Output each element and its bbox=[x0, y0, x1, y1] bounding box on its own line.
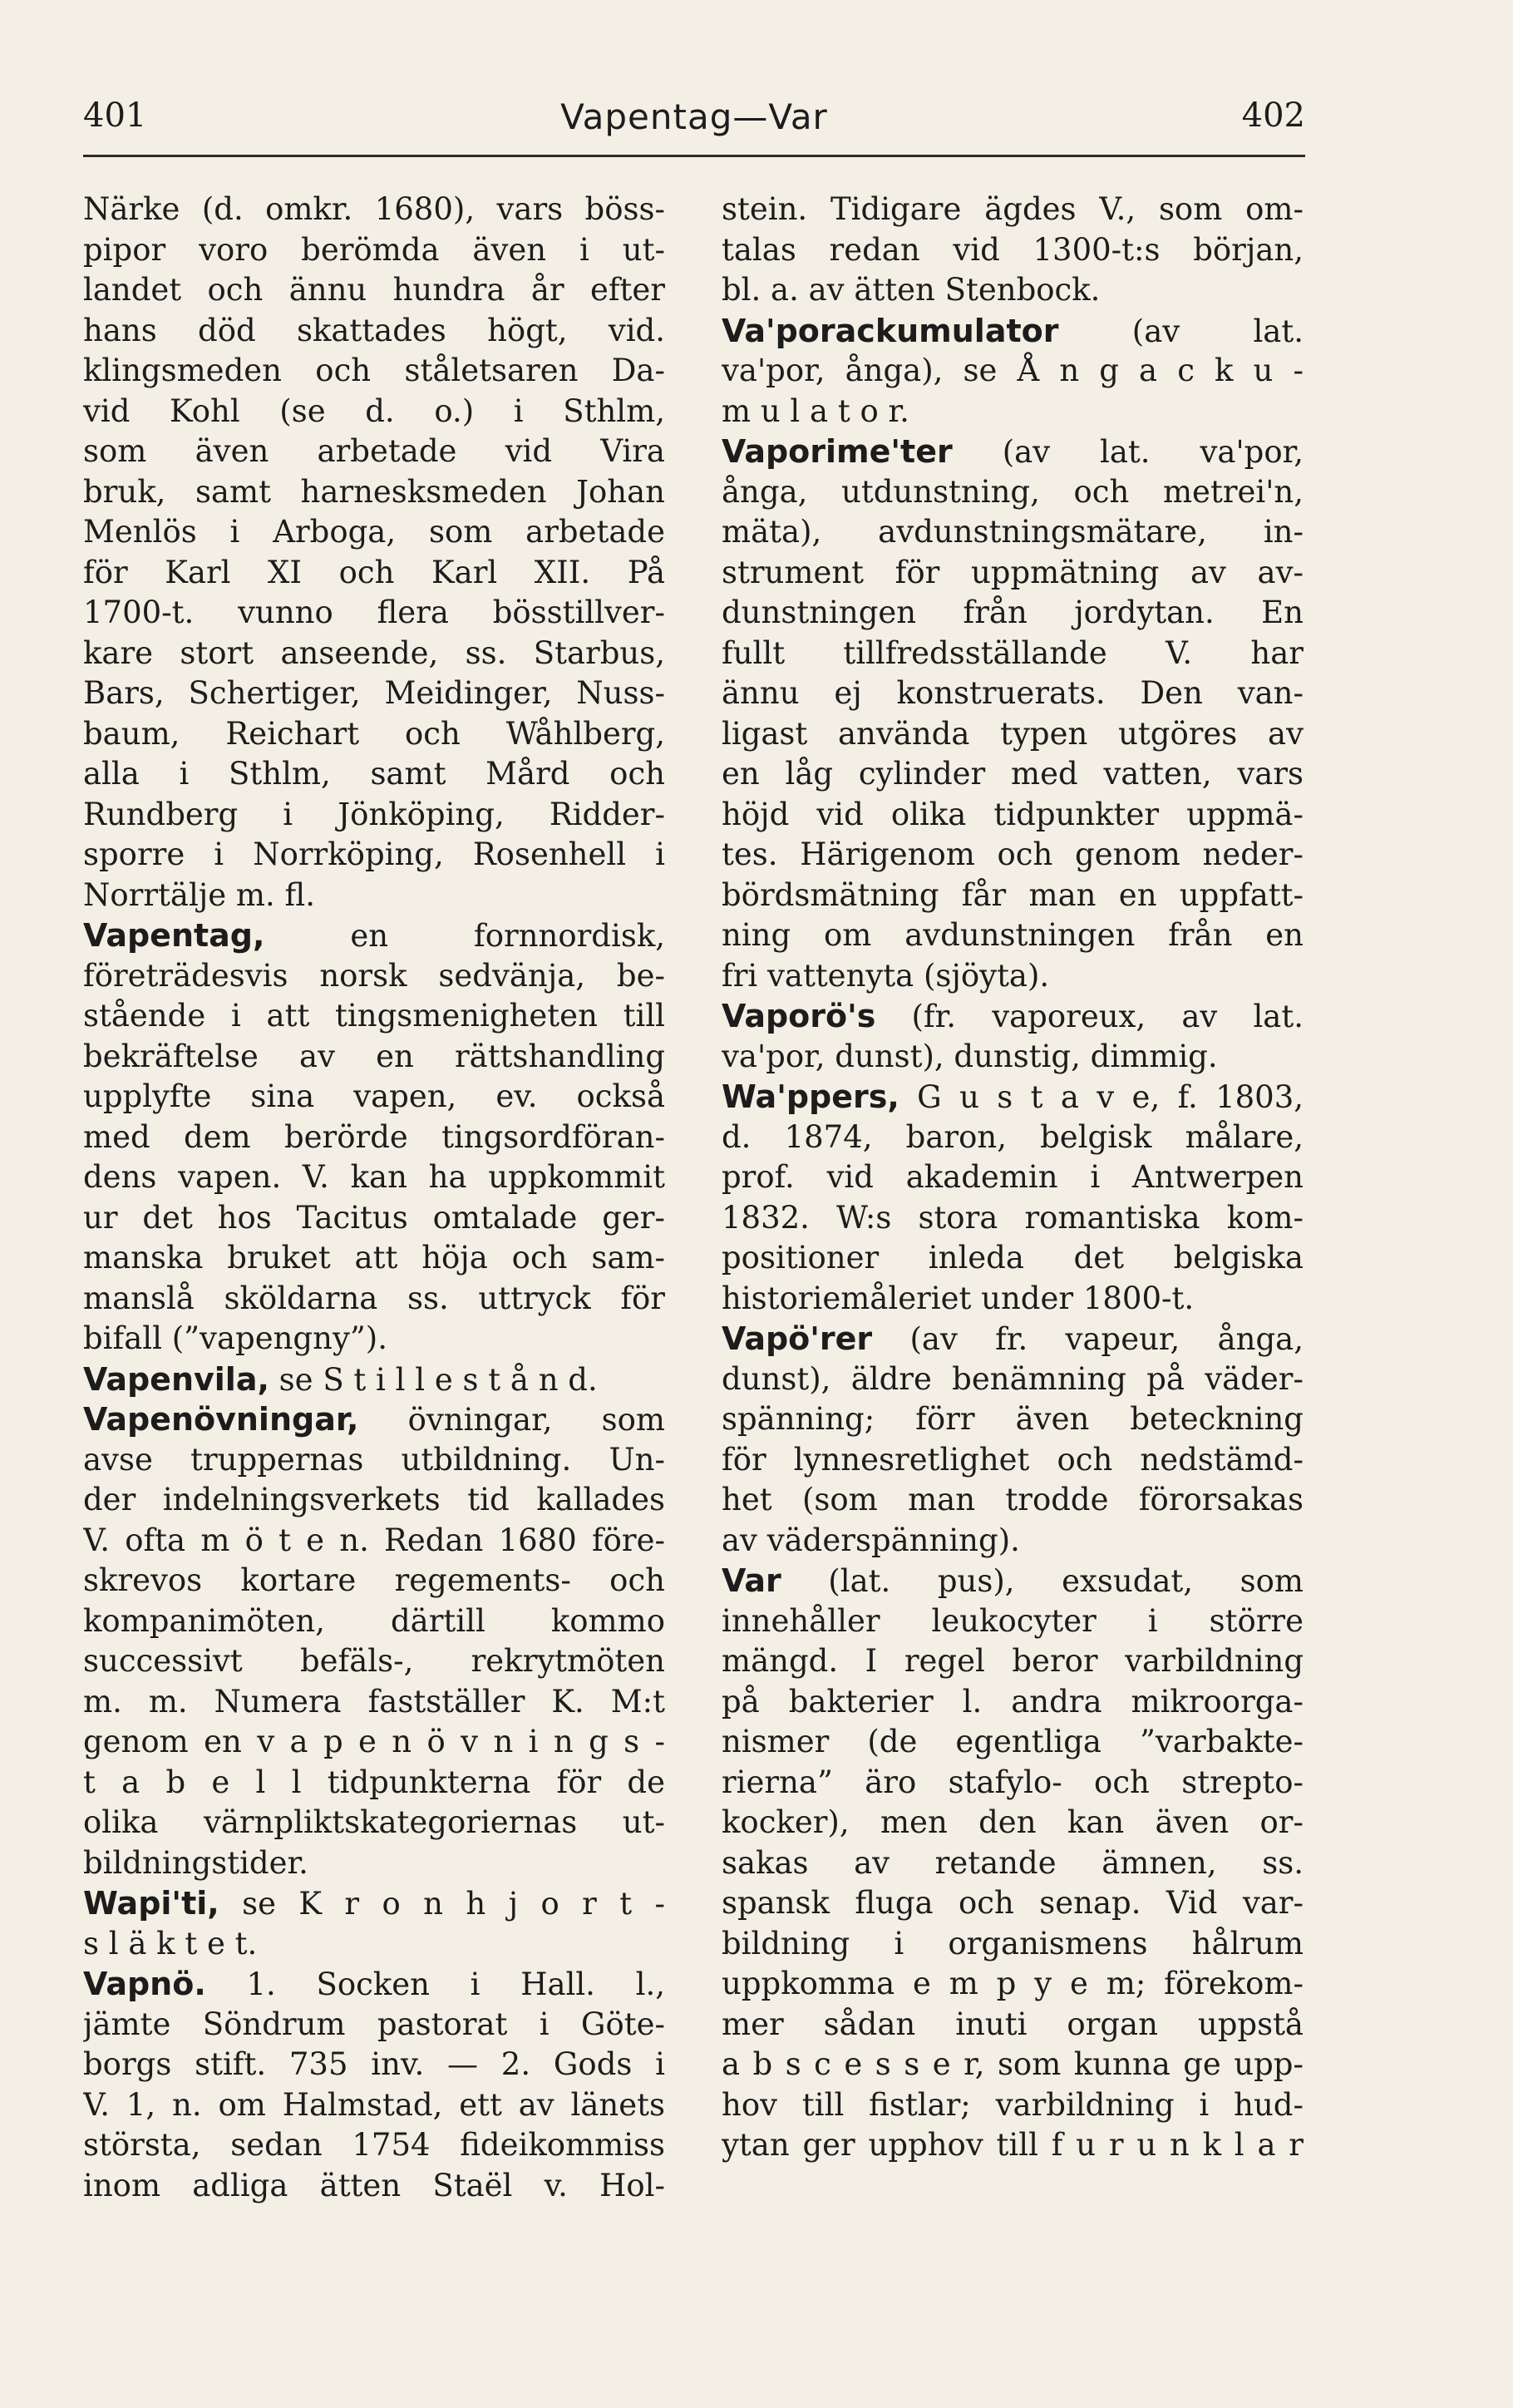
entry-text: 1. Socken i Hall. l., bbox=[205, 1966, 665, 2002]
text-line bbox=[722, 472, 1304, 513]
text-line bbox=[722, 1722, 1304, 1763]
text-line bbox=[83, 593, 665, 634]
text-line bbox=[722, 2005, 1304, 2045]
entry-text: t a b e l l tidpunkterna för de bbox=[83, 1764, 665, 1800]
entry-text: V. ofta m ö t e n. Redan 1680 före- bbox=[83, 1522, 665, 1558]
entry-text: ytan ger upphov till f u r u n k l a r bbox=[722, 2127, 1304, 2163]
entry-text: en fornnordisk, bbox=[264, 918, 665, 954]
entry-text: mäta), avdunstningsmätare, in- bbox=[722, 514, 1304, 550]
text-line bbox=[83, 2166, 665, 2207]
entry-text: avse truppernas utbildning. Un- bbox=[83, 1441, 665, 1478]
text-line bbox=[722, 1198, 1304, 1239]
text-line bbox=[722, 876, 1304, 916]
entry-text: fullt tillfredsställande V. har bbox=[722, 634, 1304, 671]
entry-text: nismer (de egentliga ”varbakte- bbox=[722, 1724, 1304, 1759]
text-line bbox=[722, 392, 1304, 432]
text-line bbox=[83, 1722, 665, 1763]
entry-text: pipor voro berömda även i ut- bbox=[83, 231, 665, 268]
text-line bbox=[722, 1601, 1304, 1642]
text-line bbox=[722, 1803, 1304, 1843]
entry-text: (av lat. va'por, bbox=[952, 434, 1304, 470]
entry-text: ligast använda typen utgöres av bbox=[722, 715, 1304, 752]
text-line bbox=[83, 1641, 665, 1682]
text-line bbox=[722, 1238, 1304, 1279]
text-line bbox=[722, 1440, 1304, 1481]
entry-text: vid Kohl (se d. o.) i Sthlm, bbox=[83, 392, 665, 429]
right-column bbox=[722, 190, 1304, 2166]
page-number-left: 401 bbox=[83, 96, 147, 135]
entry-text: borgs stift. 735 inv. — 2. Gods i bbox=[83, 2046, 665, 2082]
text-line bbox=[83, 1399, 665, 1440]
entry-text: se K r o n h j o r t - bbox=[219, 1886, 665, 1922]
text-line bbox=[83, 1118, 665, 1158]
text-line bbox=[83, 270, 665, 311]
entry-text: Menlös i Arboga, som arbetade bbox=[83, 514, 665, 550]
entry-headword: Vapenövningar, bbox=[83, 1401, 359, 1438]
text-line bbox=[722, 270, 1304, 311]
entry-text: genom en v a p e n ö v n i n g s - bbox=[83, 1724, 665, 1759]
entry-text: (fr. vaporeux, av lat. bbox=[875, 999, 1304, 1034]
entry-headword: Vapenvila, bbox=[83, 1360, 269, 1398]
text-line bbox=[722, 835, 1304, 876]
entry-text: innehåller leukocyter i större bbox=[722, 1602, 1304, 1639]
entry-text: av väderspänning). bbox=[722, 1522, 1020, 1558]
entry-headword: Va'porackumulator bbox=[722, 312, 1059, 349]
text-line bbox=[83, 634, 665, 674]
entry-text: Norrtälje m. fl. bbox=[83, 876, 315, 913]
text-line bbox=[83, 1480, 665, 1521]
entry-text: positioner inleda det belgiska bbox=[722, 1240, 1304, 1276]
text-line bbox=[722, 1682, 1304, 1723]
entry-headword: Vapnö. bbox=[83, 1966, 206, 2002]
entry-text: (av fr. vapeur, ånga, bbox=[872, 1321, 1304, 1357]
entry-text: a b s c e s s e r, som kunna ge upp- bbox=[722, 2046, 1304, 2082]
text-line bbox=[722, 1077, 1304, 1118]
text-line bbox=[722, 1843, 1304, 1884]
text-line bbox=[722, 351, 1304, 392]
entry-text: kocker), men den kan även or- bbox=[722, 1804, 1304, 1840]
text-line bbox=[722, 593, 1304, 634]
text-line bbox=[722, 634, 1304, 674]
text-line bbox=[83, 915, 665, 956]
entry-text: manslå sköldarna ss. uttryck för bbox=[83, 1280, 665, 1316]
entry-text: klingsmeden och ståletsaren Da- bbox=[83, 353, 665, 388]
text-line bbox=[722, 2085, 1304, 2126]
entry-text: successivt befäls-, rekrytmöten bbox=[83, 1643, 665, 1679]
entry-text: ännu ej konstruerats. Den van- bbox=[722, 675, 1304, 711]
entry-text: baum, Reichart och Wåhlberg, bbox=[83, 715, 665, 752]
text-line bbox=[722, 190, 1304, 230]
text-line bbox=[83, 714, 665, 755]
entry-text: stein. Tidigare ägdes V., som om- bbox=[722, 191, 1304, 227]
entry-text: höjd vid olika tidpunkter uppmä- bbox=[722, 796, 1304, 832]
page-number-right: 402 bbox=[1241, 96, 1305, 135]
text-line bbox=[83, 1682, 665, 1723]
entry-text: bildning i organismens hålrum bbox=[722, 1925, 1304, 1961]
text-line bbox=[83, 1238, 665, 1279]
text-line bbox=[83, 553, 665, 594]
entry-text: bl. a. av ätten Stenbock. bbox=[722, 272, 1101, 308]
entry-text: mängd. I regel beror varbildning bbox=[722, 1643, 1304, 1679]
entry-text: het (som man trodde förorsakas bbox=[722, 1482, 1304, 1517]
entry-headword: Var bbox=[722, 1562, 781, 1599]
text-line bbox=[83, 230, 665, 271]
entry-text: mer sådan inuti organ uppstå bbox=[722, 2006, 1304, 2042]
text-line bbox=[83, 351, 665, 392]
entry-text: 1700-t. vunno flera bösstillver- bbox=[83, 595, 665, 630]
entry-text: tes. Härigenom och genom neder- bbox=[722, 836, 1304, 872]
entry-text: på bakterier l. andra mikroorga- bbox=[722, 1683, 1304, 1720]
text-line bbox=[722, 1279, 1304, 1320]
text-line bbox=[722, 553, 1304, 594]
entry-text: Närke (d. omkr. 1680), vars böss- bbox=[83, 191, 665, 227]
entry-text: största, sedan 1754 fideikommiss bbox=[83, 2127, 665, 2163]
text-line bbox=[722, 1157, 1304, 1198]
entry-headword: Vapö'rer bbox=[722, 1320, 873, 1357]
entry-text: spänning; förr även beteckning bbox=[722, 1401, 1304, 1437]
text-line bbox=[722, 1561, 1304, 1601]
entry-text: jämte Söndrum pastorat i Göte- bbox=[83, 2006, 665, 2042]
entry-headword: Wa'ppers, bbox=[722, 1078, 899, 1115]
entry-text: landet och ännu hundra år efter bbox=[83, 272, 665, 308]
entry-text: strument för uppmätning av av- bbox=[722, 554, 1304, 590]
entry-text: hov till fistlar; varbildning i hud- bbox=[722, 2086, 1304, 2123]
entry-text: talas redan vid 1300-t:s början, bbox=[722, 231, 1304, 268]
text-line bbox=[722, 674, 1304, 714]
entry-text: dens vapen. V. kan ha uppkommit bbox=[83, 1159, 665, 1195]
text-line bbox=[722, 1763, 1304, 1804]
entry-text: V. 1, n. om Halmstad, ett av länets bbox=[83, 2086, 665, 2123]
entry-text: uppkomma e m p y e m; förekom- bbox=[722, 1966, 1304, 2001]
text-line bbox=[722, 754, 1304, 795]
text-line bbox=[83, 2125, 665, 2166]
text-line bbox=[83, 1359, 665, 1400]
entry-text: ning om avdunstningen från en bbox=[722, 917, 1304, 953]
text-line bbox=[83, 1964, 665, 2005]
left-column bbox=[83, 190, 665, 2206]
entry-text: historiemåleriet under 1800-t. bbox=[722, 1280, 1195, 1316]
text-line bbox=[722, 2125, 1304, 2166]
text-line bbox=[722, 714, 1304, 755]
entry-text: Bars, Schertiger, Meidinger, Nuss- bbox=[83, 675, 665, 711]
entry-text: (av lat. bbox=[1058, 313, 1304, 349]
text-line bbox=[722, 915, 1304, 956]
text-line bbox=[722, 1883, 1304, 1924]
entry-text: dunst), äldre benämning på väder- bbox=[722, 1360, 1304, 1397]
entry-text: (lat. pus), exsudat, som bbox=[781, 1563, 1304, 1599]
text-line bbox=[83, 674, 665, 714]
text-line bbox=[722, 230, 1304, 271]
entry-text: kompanimöten, därtill kommo bbox=[83, 1602, 665, 1639]
text-line bbox=[83, 1319, 665, 1359]
entry-text: ånga, utdunstning, och metrei'n, bbox=[722, 473, 1304, 510]
text-line bbox=[83, 1924, 665, 1965]
entry-text: hans död skattades högt, vid. bbox=[83, 312, 665, 348]
entry-text: m u l a t o r. bbox=[722, 392, 909, 429]
text-line bbox=[83, 2085, 665, 2126]
text-line bbox=[83, 996, 665, 1037]
entry-text: m. m. Numera fastställer K. M:t bbox=[83, 1683, 665, 1720]
text-line bbox=[83, 795, 665, 836]
entry-text: inom adliga ätten Staël v. Hol- bbox=[83, 2167, 665, 2203]
entry-text: bruk, samt harnesksmeden Johan bbox=[83, 473, 665, 510]
text-line bbox=[83, 835, 665, 876]
entry-text: för Karl XI och Karl XII. På bbox=[83, 554, 665, 590]
text-line bbox=[722, 1399, 1304, 1440]
entry-text: bifall (”vapengny”). bbox=[83, 1320, 387, 1356]
text-line bbox=[83, 1037, 665, 1078]
text-line bbox=[83, 1601, 665, 1642]
entry-text: d. 1874, baron, belgisk målare, bbox=[722, 1118, 1304, 1155]
entry-text: va'por, dunst), dunstig, dimmig. bbox=[722, 1038, 1218, 1074]
running-title: Vapentag—Var bbox=[560, 96, 828, 137]
entry-headword: Vapentag, bbox=[83, 917, 265, 954]
text-line bbox=[83, 1843, 665, 1884]
text-line bbox=[83, 1440, 665, 1481]
text-line bbox=[722, 512, 1304, 553]
entry-text: prof. vid akademin i Antwerpen bbox=[722, 1159, 1304, 1195]
entry-text: 1832. W:s stora romantiska kom- bbox=[722, 1199, 1304, 1236]
entry-text: skrevos kortare regements- och bbox=[83, 1562, 665, 1598]
text-line bbox=[83, 1077, 665, 1118]
text-line bbox=[722, 1924, 1304, 1965]
text-line bbox=[722, 2045, 1304, 2085]
entry-text: bildningstider. bbox=[83, 1844, 308, 1881]
text-line bbox=[722, 1964, 1304, 2005]
text-line bbox=[722, 311, 1304, 352]
text-line bbox=[83, 432, 665, 472]
text-line bbox=[722, 1319, 1304, 1359]
text-line bbox=[83, 190, 665, 230]
text-line bbox=[722, 1037, 1304, 1078]
entry-text: sakas av retande ämnen, ss. bbox=[722, 1844, 1304, 1881]
entry-text: ur det hos Tacitus omtalade ger- bbox=[83, 1199, 665, 1236]
text-line bbox=[83, 1883, 665, 1924]
entry-text: spansk fluga och senap. Vid var- bbox=[722, 1885, 1304, 1921]
text-line bbox=[83, 956, 665, 997]
header-rule bbox=[83, 155, 1305, 157]
entry-text: kare stort anseende, ss. Starbus, bbox=[83, 634, 665, 671]
text-line bbox=[83, 876, 665, 916]
text-line bbox=[83, 2005, 665, 2045]
entry-headword: Vaporö's bbox=[722, 998, 876, 1034]
text-line bbox=[83, 311, 665, 352]
text-line bbox=[83, 1763, 665, 1804]
text-line bbox=[83, 392, 665, 432]
entry-text: fri vattenyta (sjöyta). bbox=[722, 957, 1050, 994]
entry-text: manska bruket att höja och sam- bbox=[83, 1240, 665, 1276]
text-line bbox=[722, 1480, 1304, 1521]
text-line bbox=[83, 1157, 665, 1198]
entry-text: G u s t a v e, f. 1803, bbox=[899, 1079, 1304, 1115]
entry-headword: Wapi'ti, bbox=[83, 1885, 219, 1922]
entry-text: va'por, ånga), se Å n g a c k u - bbox=[722, 353, 1304, 388]
entry-text: en låg cylinder med vatten, vars bbox=[722, 756, 1304, 792]
entry-headword: Vaporime'ter bbox=[722, 433, 953, 470]
entry-text: sporre i Norrköping, Rosenhell i bbox=[83, 836, 665, 872]
entry-text: för lynnesretlighet och nedstämd- bbox=[722, 1441, 1304, 1478]
entry-text: bördsmätning får man en uppfatt- bbox=[722, 876, 1304, 913]
text-line bbox=[83, 1561, 665, 1601]
text-line bbox=[83, 2045, 665, 2085]
entry-text: rierna” äro stafylo- och strepto- bbox=[722, 1764, 1304, 1800]
entry-text: med dem berörde tingsordföran- bbox=[83, 1118, 665, 1155]
entry-text: dunstningen från jordytan. En bbox=[722, 595, 1304, 630]
entry-text: se S t i l l e s t å n d. bbox=[269, 1361, 598, 1398]
entry-text: övningar, som bbox=[358, 1402, 665, 1438]
text-line bbox=[83, 472, 665, 513]
entry-text: olika värnpliktskategoriernas ut- bbox=[83, 1804, 665, 1840]
text-line bbox=[83, 1521, 665, 1562]
text-line bbox=[83, 1279, 665, 1320]
text-line bbox=[722, 1359, 1304, 1400]
text-line bbox=[722, 795, 1304, 836]
text-line bbox=[722, 1118, 1304, 1158]
text-line bbox=[722, 432, 1304, 472]
entry-text: stående i att tingsmenigheten till bbox=[83, 998, 665, 1034]
entry-text: upplyfte sina vapen, ev. också bbox=[83, 1078, 665, 1114]
text-line bbox=[83, 1198, 665, 1239]
text-line bbox=[83, 1803, 665, 1843]
entry-text: alla i Sthlm, samt Mård och bbox=[83, 756, 665, 792]
text-line bbox=[722, 996, 1304, 1037]
text-line bbox=[83, 512, 665, 553]
entry-text: der indelningsverkets tid kallades bbox=[83, 1482, 665, 1517]
page-header bbox=[83, 96, 1305, 155]
entry-text: bekräftelse av en rättshandling bbox=[83, 1038, 665, 1074]
text-line bbox=[722, 1521, 1304, 1562]
entry-text: Rundberg i Jönköping, Ridder- bbox=[83, 796, 665, 832]
text-line bbox=[722, 956, 1304, 997]
entry-text: företrädesvis norsk sedvänja, be- bbox=[83, 957, 665, 994]
entry-text: som även arbetade vid Vira bbox=[83, 433, 665, 469]
entry-text: s l ä k t e t. bbox=[83, 1925, 258, 1961]
text-line bbox=[722, 1641, 1304, 1682]
text-line bbox=[83, 754, 665, 795]
